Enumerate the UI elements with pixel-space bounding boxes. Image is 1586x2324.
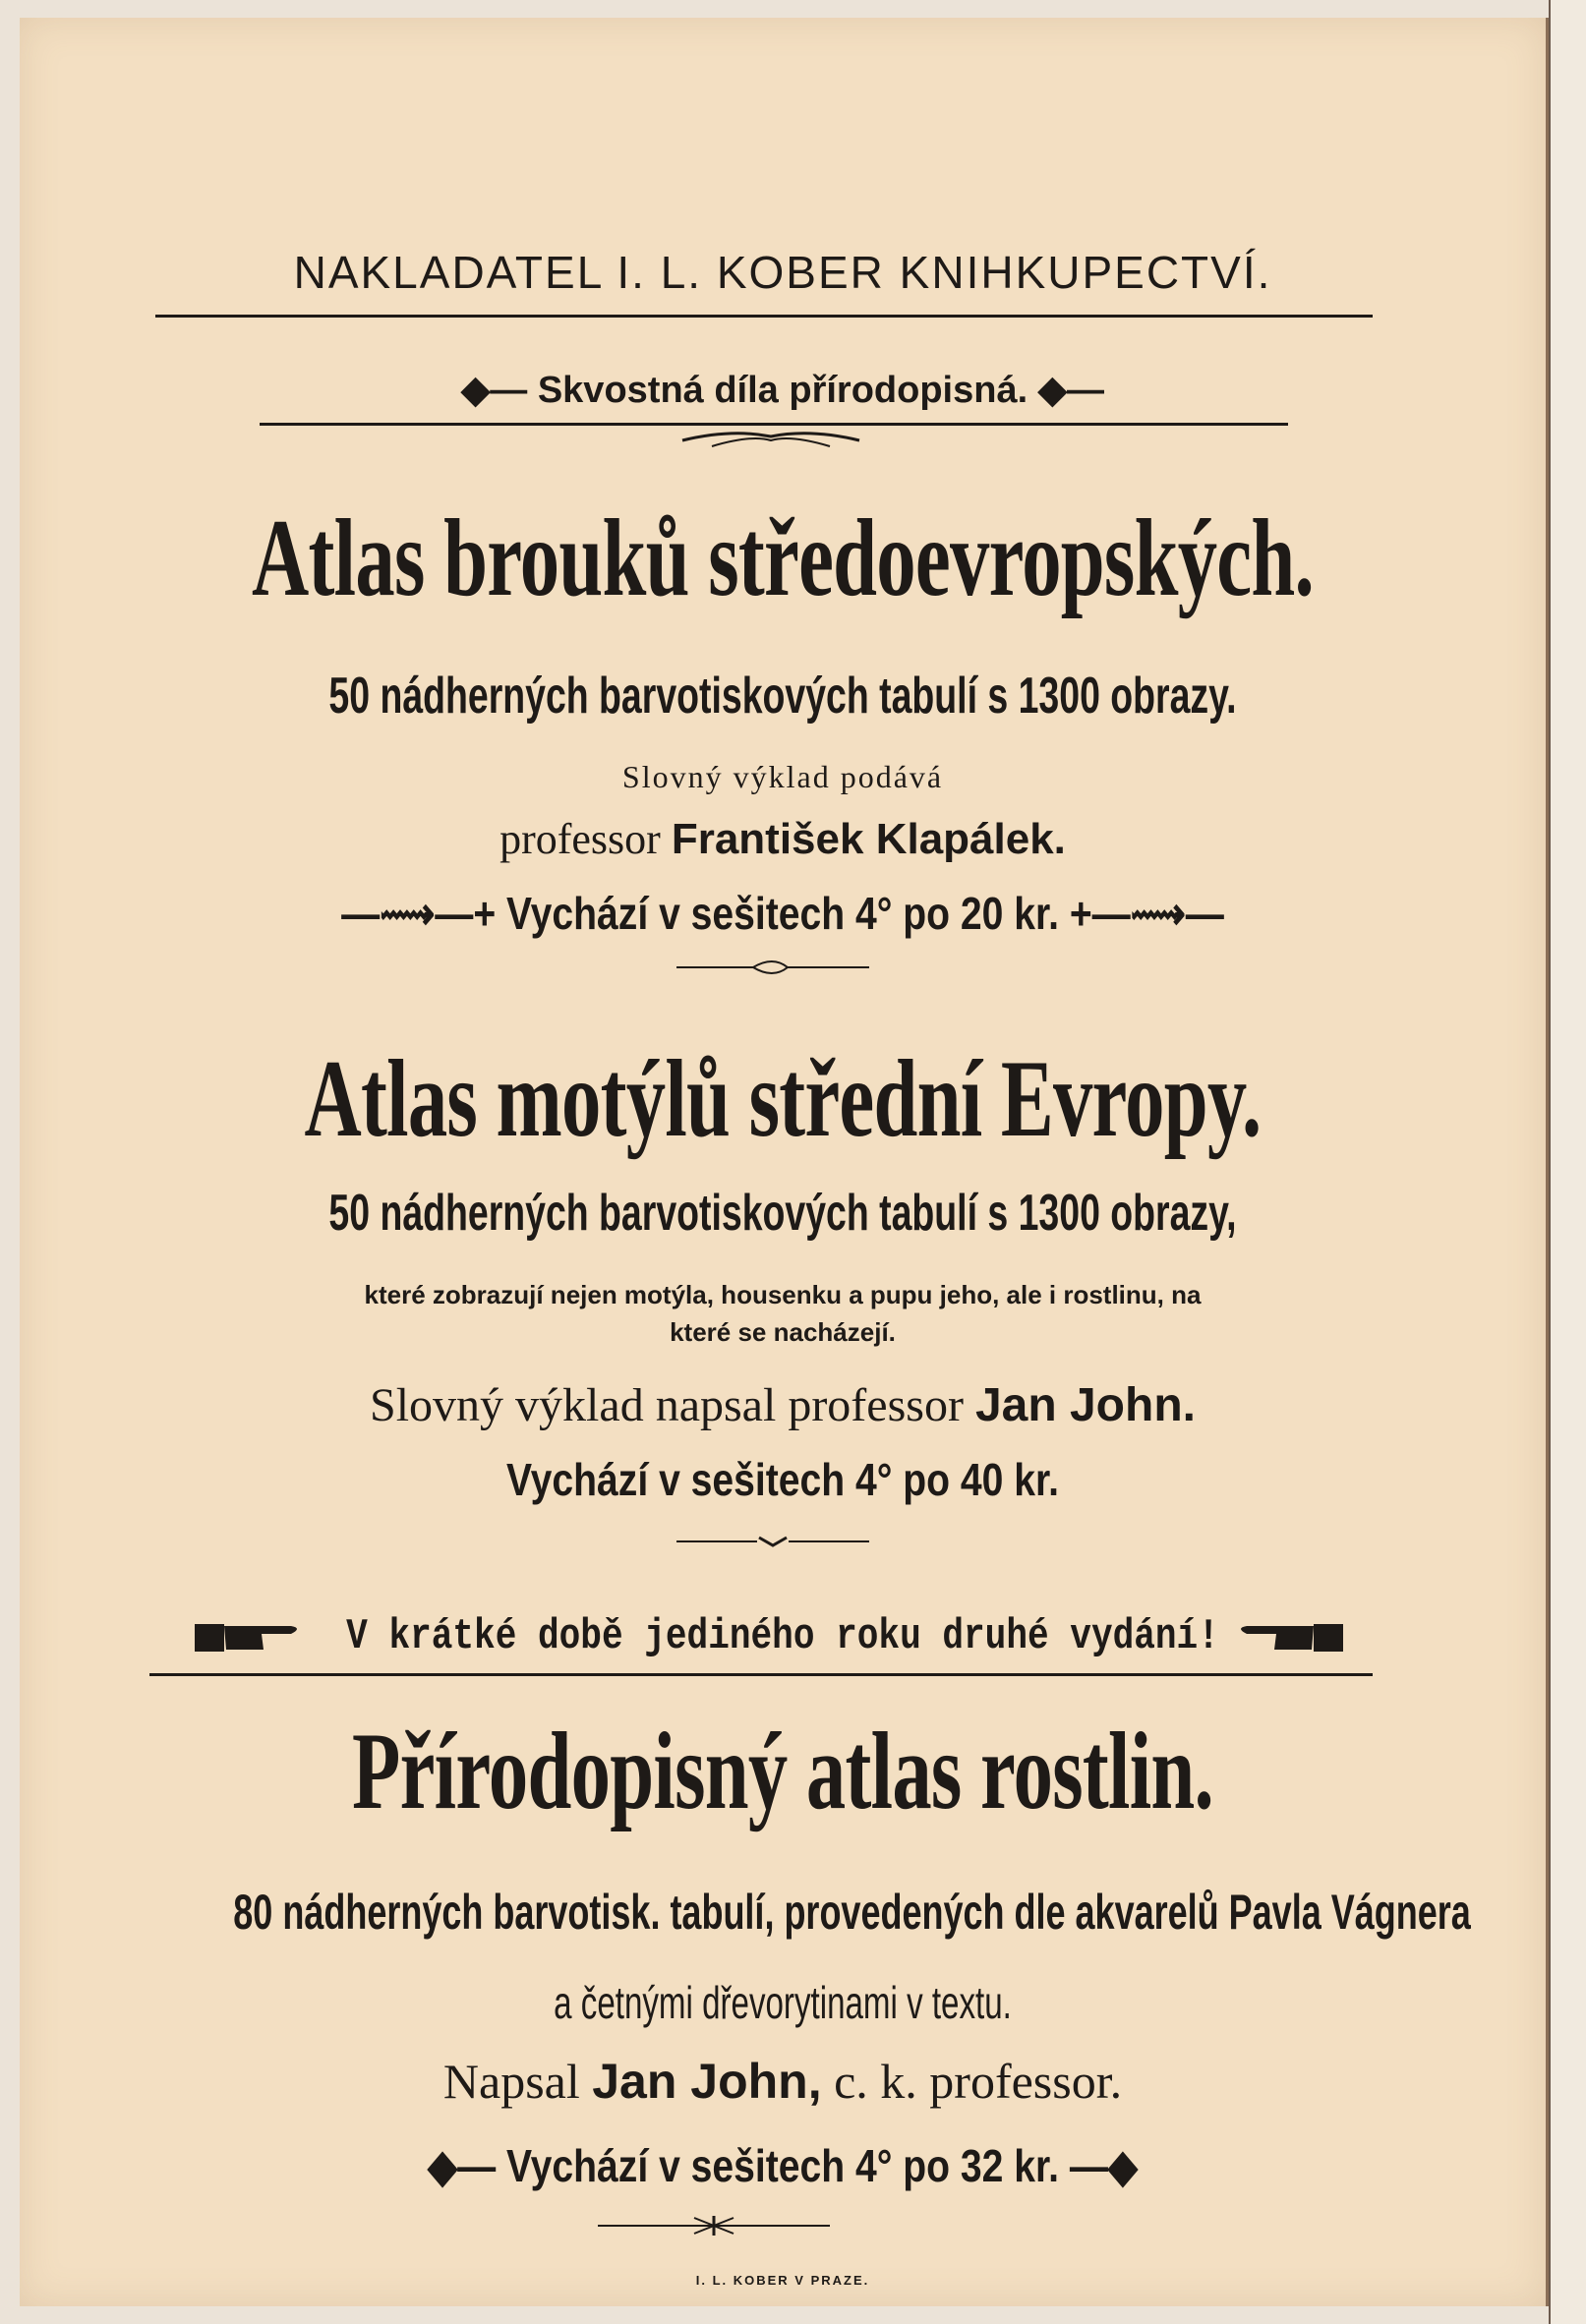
publisher-heading: NAKLADATEL I. L. KOBER KNIHKUPECTVÍ. bbox=[293, 247, 1272, 298]
subheading-rule bbox=[260, 423, 1288, 426]
section-subheading: ◆— Skvostná díla přírodopisná. ◆— bbox=[461, 370, 1104, 411]
description-label: Slovný výklad podává bbox=[621, 759, 944, 794]
advertisement-page bbox=[20, 18, 1549, 2306]
author-name: Jan John. bbox=[974, 1379, 1196, 1431]
divider-ornament bbox=[675, 956, 871, 979]
left-arrow-ornament: ◆— bbox=[461, 370, 538, 411]
plates-atlas-rostlin: 80 nádherných barvotisk. tabulí, provedených dle akvarelů Pavla Vágnera bbox=[233, 1885, 1471, 1940]
header-rule bbox=[155, 315, 1373, 318]
printer-footer: I. L. KOBER V PRAZE. bbox=[695, 2273, 870, 2288]
plates-atlas-rostlin-line2: a četnými dřevorytinami v textu. bbox=[554, 1977, 1012, 2028]
ornament-right: +—⟿— bbox=[1058, 888, 1224, 939]
divider-ornament bbox=[596, 2214, 832, 2237]
book-spine-edge bbox=[1549, 0, 1586, 2324]
notice-rule bbox=[149, 1673, 1373, 1676]
author-name: František Klapálek. bbox=[671, 815, 1066, 863]
title-atlas-brouku: Atlas brouků středoevropských. bbox=[252, 497, 1314, 619]
title-atlas-motylu: Atlas motýlů střední Evropy. bbox=[304, 1038, 1262, 1160]
description-motylu: které zobrazují nejen motýla, housenku a pupu jeho, ale i rostlinu, na které se nacházejí. bbox=[364, 1280, 1202, 1347]
ornament-right: —◆ bbox=[1058, 2140, 1138, 2191]
divider-ornament bbox=[675, 1532, 871, 1551]
author-line-rostlin: Napsal Jan John, c. k. professor. bbox=[442, 2054, 1123, 2109]
title-atlas-rostlin: Přírodopisný atlas rostlin. bbox=[352, 1711, 1213, 1832]
author-line-brouku: professor František Klapálek. bbox=[499, 815, 1066, 863]
second-edition-notice: V krátké době jediného roku druhé vydání! bbox=[346, 1612, 1219, 1661]
pointing-hand-left-icon bbox=[1231, 1616, 1345, 1657]
flourish-ornament bbox=[673, 427, 869, 450]
availability-brouku: —⟿—+ Vychází v sešitech 4° po 20 kr. +—⟿— bbox=[341, 888, 1224, 939]
ornament-left: ◆— bbox=[428, 2140, 507, 2191]
author-line-motylu: Slovný výklad napsal professor Jan John. bbox=[370, 1379, 1196, 1431]
availability-rostlin: ◆— Vychází v sešitech 4° po 32 kr. —◆ bbox=[428, 2140, 1138, 2191]
ornament-left: —⟿—+ bbox=[341, 888, 507, 939]
author-name: Jan John, bbox=[592, 2054, 822, 2109]
plates-atlas-motylu: 50 nádherných barvotiskových tabulí s 1300 obrazy, bbox=[328, 1185, 1237, 1242]
plates-atlas-brouku: 50 nádherných barvotiskových tabulí s 1300 obrazy. bbox=[328, 668, 1237, 725]
availability-motylu: Vychází v sešitech 4° po 40 kr. bbox=[506, 1454, 1059, 1505]
right-arrow-ornament: ◆— bbox=[1028, 370, 1104, 411]
